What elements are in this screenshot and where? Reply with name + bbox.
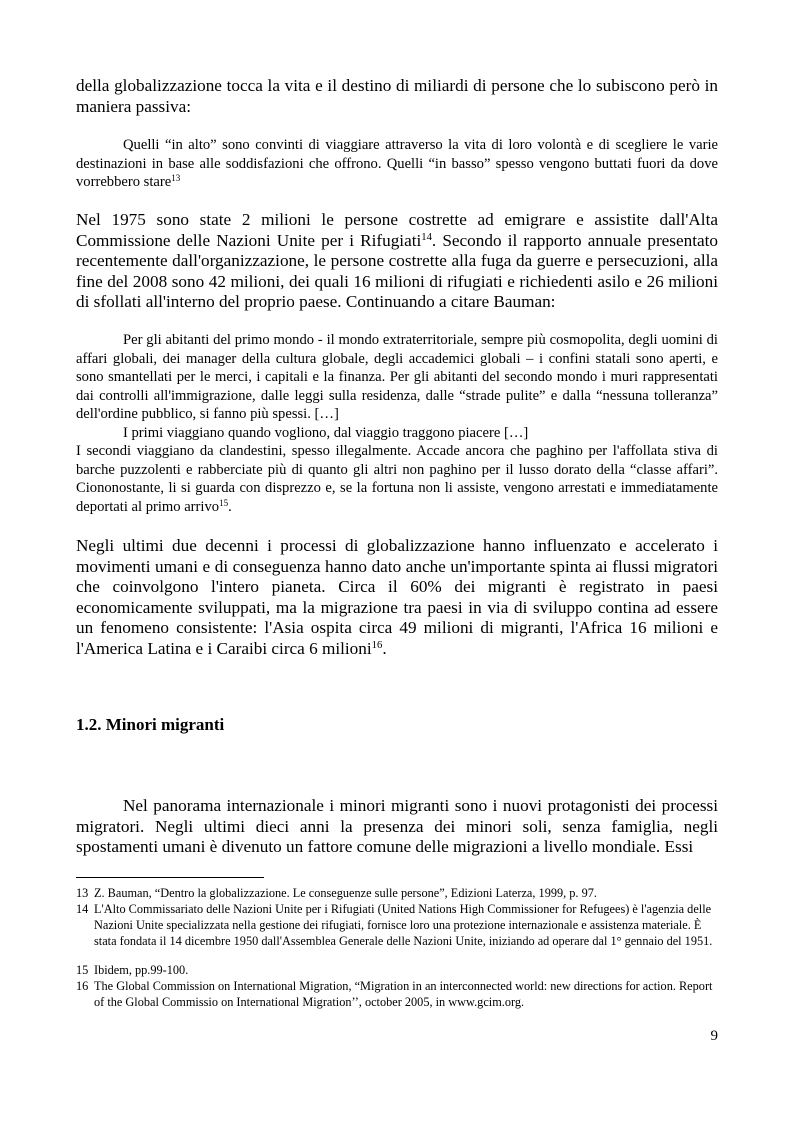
section-heading: 1.2. Minori migranti [76,715,225,734]
footnote-number: 16 [76,979,89,993]
footnote-separator [76,877,264,878]
footnote-text: L'Alto Commissariato delle Nazioni Unite per i Rifugiati (United Nations High Commissioner for Refugees) è l'agenzia delle Nazioni Unite specializzata nella gestione dei rifugiati, fornisce loro una protezione internazionale e assistenza materiale. È stata fondata il 14 dicembre 1950 dall'Assemblea Generale delle Nazioni Unite, iniziando ad operare dal 1° gennaio del 1951. [94,902,713,948]
footnote-number: 15 [76,963,89,977]
block-quote-1: Quelli “in alto” sono convinti di viaggiare attraverso la vita di loro volontà e di scegliere le varie destinazioni in base alle soddisfazioni che offrono. Quelli “in basso” spesso vengono buttati fuori da dove vorrebbero stare$^{13}$ [76,137,718,191]
footnote-text: The Global Commission on International Migration, “Migration in an interconnected world: new directions for action. Report of the Global Commissio on International Migration’’, october 2005, in www.gcim.org. [94,979,713,1009]
block-quote-2: Per gli abitanti del primo mondo - il mondo extraterritoriale, sempre più cosmopolita, degli uomini di affari globali, dei manager della cultura globale, degli accademici globali – i confini statali sono aperti, e sono smantellati per le merci, i capitali e la finanza. Per gli abitanti del secondo mondo i muri rappresentati dai controlli all'immigrazione, dalle leggi sulla residenza, dalle “strade pulite” e dalla “nessuna tolleranza” dell'ordine pubblico, si fanno più spessi. […] [76,332,718,423]
footnote-ref-15: 15 [219,497,229,508]
paragraph-refugees: Nel 1975 sono state 2 milioni le persone costrette ad emigrare e assistite dall'Alta Commissione delle Nazioni Unite per i Rifugiati$^{14}$. Secondo il rapporto annuale presentato recentemente dall'organizzazione, le persone costrette alla fuga da guerre e persecuzioni, alla fine del 2008 sono 42 milioni, dei quali 16 milioni di rifugiati e richiedenti asilo e 26 milioni di sfollati all'interno del proprio paese. Continuando a citare Bauman: [76,210,718,311]
footnote-number: 13 [76,886,89,900]
paragraph-intro: della globalizzazione tocca la vita e il destino di miliardi di persone che lo subiscono però in maniera passiva: [76,76,718,116]
block-quote-2-continued: I secondi viaggiano da clandestini, spesso illegalmente. Accade ancora che paghino per l'affollata stiva di barche puzzolenti e rabberciate più di quanto gli altri non paghino per il lusso dorato della “classe affari”. Ciononostante, li si guarda con disprezzo e, se la fortuna non li assiste, vengono arrestati e immediatamente deportati al primo arrivo$^{15}$. [76,443,718,515]
paragraph-minors: Nel panorama internazionale i minori migranti sono i nuovi protagonisti dei processi migratori. Negli ultimi dieci anni la presenza dei minori soli, senza famiglia, negli spostamenti umani è divenuto un fattore comune delle migrazioni a livello mondiale. Essi [76,796,718,856]
footnote-number: 14 [76,902,89,916]
footnote-text: Ibidem, pp.99-100. [94,963,189,977]
footnote-16 [76,979,718,1011]
footnote-text: Z. Bauman, “Dentro la globalizzazione. Le conseguenze sulle persone”, Edizioni Laterza, 1999, p. 97. [94,886,597,900]
footnote-ref-14: 14 [421,231,432,243]
block-quote-2-line: I primi viaggiano quando vogliono, dal viaggio traggono piacere […] [123,425,529,441]
footnote-14 [76,902,718,949]
footnote-ref-16: 16 [371,639,383,651]
paragraph-globalization: Negli ultimi due decenni i processi di globalizzazione hanno influenzato e accelerato i movimenti umani e di conseguenza hanno dato anche un'importante spinta ai flussi migratori che coinvolgono l'intero pianeta. Circa il 60% dei migranti è registrato in paesi economicamente sviluppati, ma la migrazione tra paesi in via di sviluppo contina ad essere un fenomeno consistente: l'Asia ospita circa 49 milioni di migranti, l'Africa 16 milioni e l'America Latina e i Caraibi circa 6 milioni$^{16}$. [76,536,718,658]
footnote-13 [76,886,718,902]
footnote-ref-13: 13 [171,173,181,184]
page-number: 9 [710,1028,718,1044]
footnote-15 [76,963,718,979]
